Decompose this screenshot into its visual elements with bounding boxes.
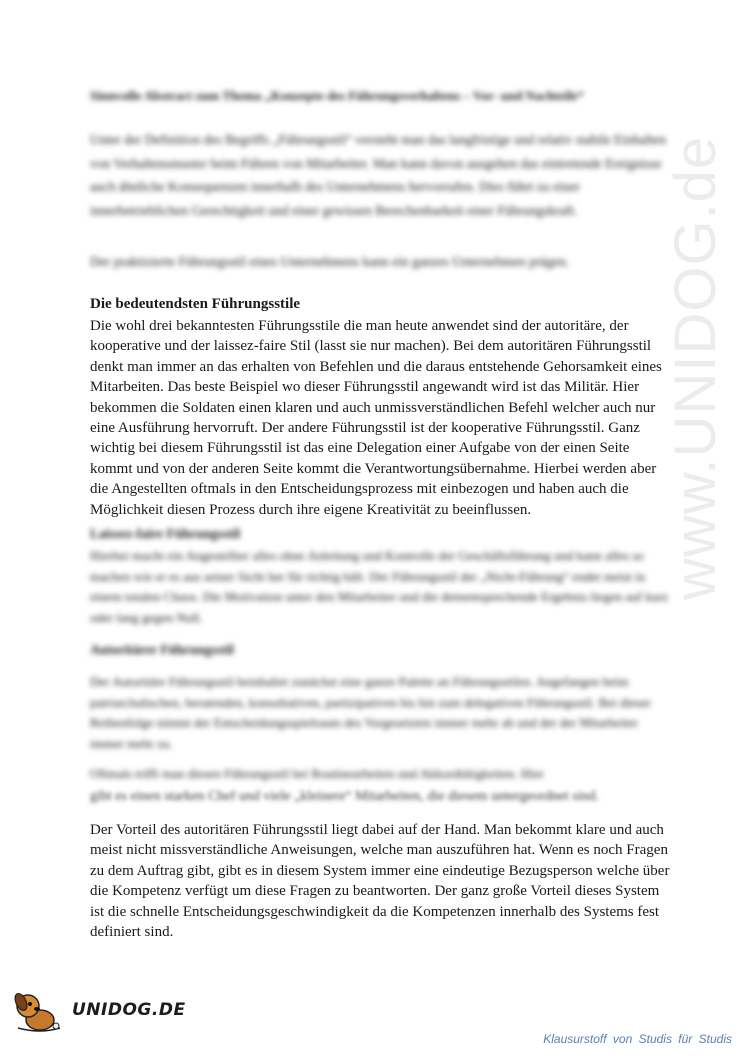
unidog-logo[interactable]	[10, 988, 186, 1038]
intro-paragraph-1: Unter der Definition des Begriffs „Führungsstil“ versteht man das langfristige und relativ stabile Einhalten von Verhaltensmuster beim Führen von Mitarbeiter. Man kann davon ausgehen das eintretende Ereignisse auch ähnliche Konsequenzen innerhalb des Unternehmens hervorrufen. Dies führt zu einer innerbetrieblichen Gerechtigkeit und einer gewissen Berechenbarkeit einer Führungskraft.	[90, 132, 666, 218]
intro-paragraph-2: Der praktizierte Führungsstil eines Unternehmens kann ein ganzes Unternehmen prägen.	[90, 254, 570, 269]
footer-slogan: Klausurstoff von Studis für Studis	[543, 1032, 732, 1046]
section-paragraph-vorteil: Der Vorteil des autoritären Führungsstil liegt dabei auf der Hand. Man bekommt klare und auch meist nicht missverständliche Anweisungen, welche man auszuführen hat. Wenn es noch Fragen zu dem Auftrag gibt, gibt es in diesem System immer eine eindeutige Bezugsperson welche über die Kompetenz verfügt um diese Fragen zu beantworten. Der ganz große Vorteil dieses System ist die schnelle Entscheidungsgeschwindigkeit da die Kompetenzen innerhalb des Systems fest definiert sind.	[90, 822, 670, 941]
section-heading-laissez-faire: Laissez-faire Führungsstil	[90, 526, 241, 541]
document-title: Sinnvolle Abstract zum Thema „Konzepte des Führungsverhaltens – Vor- und Nachteile“	[90, 88, 585, 103]
watermark: www.UNIDOG.de	[663, 135, 728, 600]
section-paragraph-routine-partial: gibt es einen starken Chef und viele „kleinere“ Mitarbeiten, die diesem untergeordnet sind.	[90, 789, 600, 804]
logo-text: UNIDOG.DE	[72, 1000, 186, 1020]
section-heading-autoritaer: Autoritärer Führungsstil	[90, 642, 234, 657]
section-paragraph-autoritaer: Der Autoritäre Führungsstil beinhaltet zunächst eine ganze Palette an Führungsstilen. Angefangen beim patriarchalischen, beratenden, konsultativen, partizipativen bis hin zum delegativen Führungsstil. Bei dieser Reihenfolge nimmt der Entscheidungsspielraum des Vorgesetzten immer mehr ab und der der Mitarbeiter immer mehr zu.	[90, 674, 652, 751]
dog-mascot-icon	[10, 988, 68, 1036]
section-paragraph-routine: Oftmals trifft man diesen Führungsstil bei Routinearbeiten und Akkordtätigkeiten. Hier	[90, 766, 544, 781]
section-heading-fuehrungsstile: Die bedeutendsten Führungsstile	[90, 296, 301, 312]
section-paragraph-fuehrungsstile: Die wohl drei bekanntesten Führungsstile die man heute anwendet sind der autoritäre, der kooperative und der laissez-faire Stil (lasst sie nur machen). Bei dem autoritären Führungsstil denkt man immer an das erhalten von Befehlen und die daraus entstehende Gehorsamkeit eines Mitarbeiten. Das beste Beispiel wo dieser Führungsstil angewandt wird ist das Militär. Hier bekommen die Soldaten einen klaren und auch unmissverständlichen Befehl welcher auch nur eine Ausführung hervorruft. Der andere Führungsstil ist der kooperative Führungsstil. Ganz wichtig bei diesem Führungsstil ist das eine Delegation einer Aufgabe von der einen Seite kommt und von der anderen Seite kommt die Verantwortungsübernahme. Hierbei werden aber die Angestellten oftmals in den Entscheidungsprozess mit einbezogen und haben auch die Möglichkeit diesen Prozess durch ihre eigene Kreativität zu beeinflussen.	[90, 318, 662, 518]
section-paragraph-laissez-faire: Hierbei macht ein Angestellter alles ohne Anleitung und Kontrolle der Geschäftsführung und kann alles so machen wie er es aus seiner Sicht her für richtig hält. Der Führungsstil der „Nicht-Führung“ endet meist in einem totalen Chaos. Die Motivation unter den Mitarbeiter und die dementsprechende Ergebnis liegen auf kurz oder lang gegen Null.	[90, 548, 669, 625]
